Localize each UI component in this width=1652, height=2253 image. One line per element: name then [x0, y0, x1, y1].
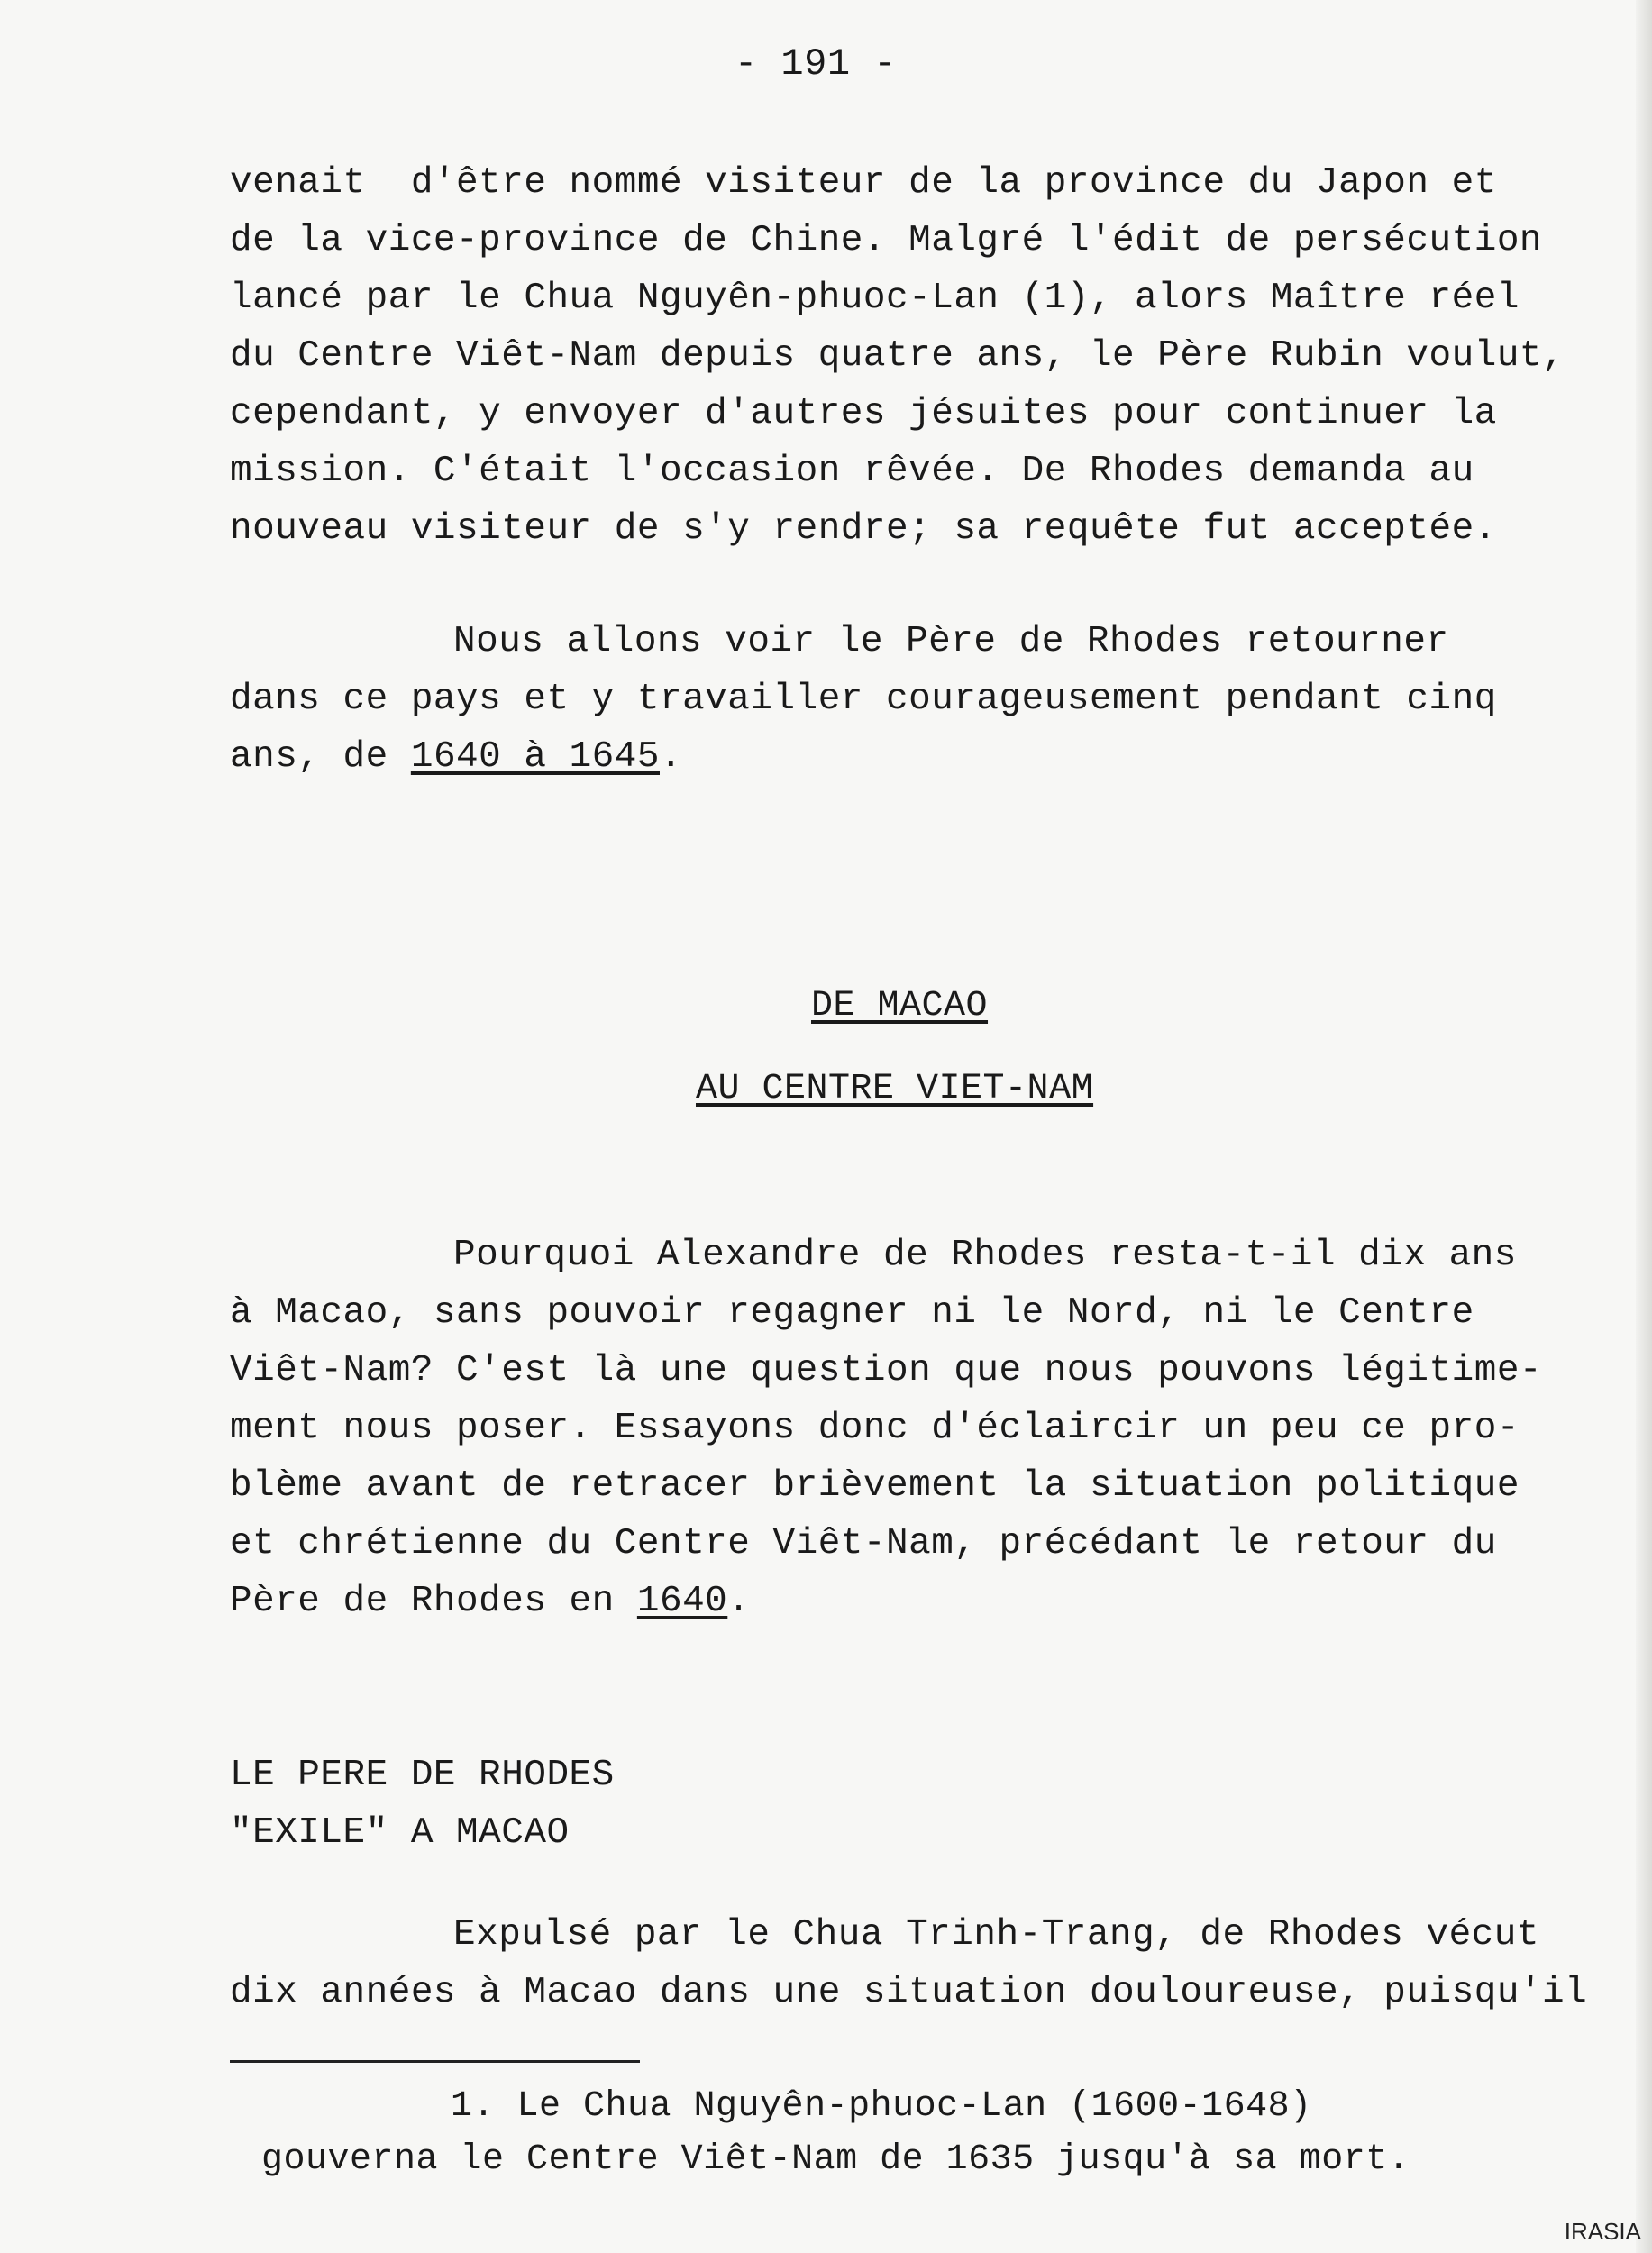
text-span: ans, de — [230, 736, 411, 778]
paragraph-line: Expulsé par le Chua Trinh-Trang, de Rhodes vécut — [453, 1914, 1539, 1956]
text-span: . — [660, 736, 683, 778]
paragraph-line: ment nous poser. Essayons donc d'éclaircir un peu ce pro- — [230, 1408, 1520, 1449]
paragraph-line: venait d'être nommé visiteur de la province du Japon et — [230, 162, 1497, 204]
section-heading: AU CENTRE VIET-NAM — [696, 1069, 1094, 1109]
text-span: Père de Rhodes en — [230, 1581, 637, 1622]
paragraph-line — [230, 736, 683, 778]
paragraph-line: Viêt-Nam? C'est là une question que nous pouvons légitime- — [230, 1350, 1543, 1391]
paragraph-line: nouveau visiteur de s'y rendre; sa requête fut acceptée. — [230, 508, 1497, 550]
page-edge — [1636, 0, 1652, 2253]
paragraph-line: blème avant de retracer brièvement la situation politique — [230, 1465, 1520, 1507]
text-span: . — [727, 1581, 751, 1622]
footnote-rule — [230, 2060, 640, 2063]
underlined-date: 1640 à 1645 — [410, 736, 660, 778]
underlined-date: 1640 — [636, 1581, 728, 1622]
section-heading: DE MACAO — [811, 986, 989, 1026]
paragraph-line: du Centre Viêt-Nam depuis quatre ans, le Père Rubin voulut, — [230, 335, 1565, 377]
paragraph-line — [230, 1583, 750, 1620]
footnote-line: 1. Le Chua Nguyên-phuoc-Lan (1600-1648) — [451, 2086, 1312, 2127]
paragraph-line: et chrétienne du Centre Viêt-Nam, précédant le retour du — [230, 1523, 1497, 1564]
paragraph-line: cependant, y envoyer d'autres jésuites pour continuer la — [230, 393, 1497, 434]
paragraph-line: dans ce pays et y travailler courageusement pendant cinq — [230, 679, 1497, 720]
paragraph-line: Nous allons voir le Père de Rhodes retourner — [453, 621, 1449, 662]
subheading: "EXILE" A MACAO — [230, 1812, 570, 1854]
paragraph-line: à Macao, sans pouvoir regagner ni le Nord, ni le Centre — [230, 1292, 1474, 1334]
page-number: - 191 - — [735, 42, 897, 86]
watermark: IRASIA — [1564, 2218, 1641, 2245]
paragraph-line: Pourquoi Alexandre de Rhodes resta-t-il dix ans — [453, 1235, 1517, 1276]
subheading: LE PERE DE RHODES — [230, 1755, 615, 1796]
paragraph-line: mission. C'était l'occasion rêvée. De Rhodes demanda au — [230, 451, 1474, 492]
footnote-line: gouverna le Centre Viêt-Nam de 1635 jusqu'à sa mort. — [261, 2139, 1410, 2180]
paragraph-line: lancé par le Chua Nguyên-phuoc-Lan (1), alors Maître réel — [230, 278, 1520, 319]
paragraph-line: de la vice-province de Chine. Malgré l'édit de persécution — [230, 220, 1543, 261]
paragraph-line: dix années à Macao dans une situation douloureuse, puisqu'il — [230, 1972, 1588, 2013]
